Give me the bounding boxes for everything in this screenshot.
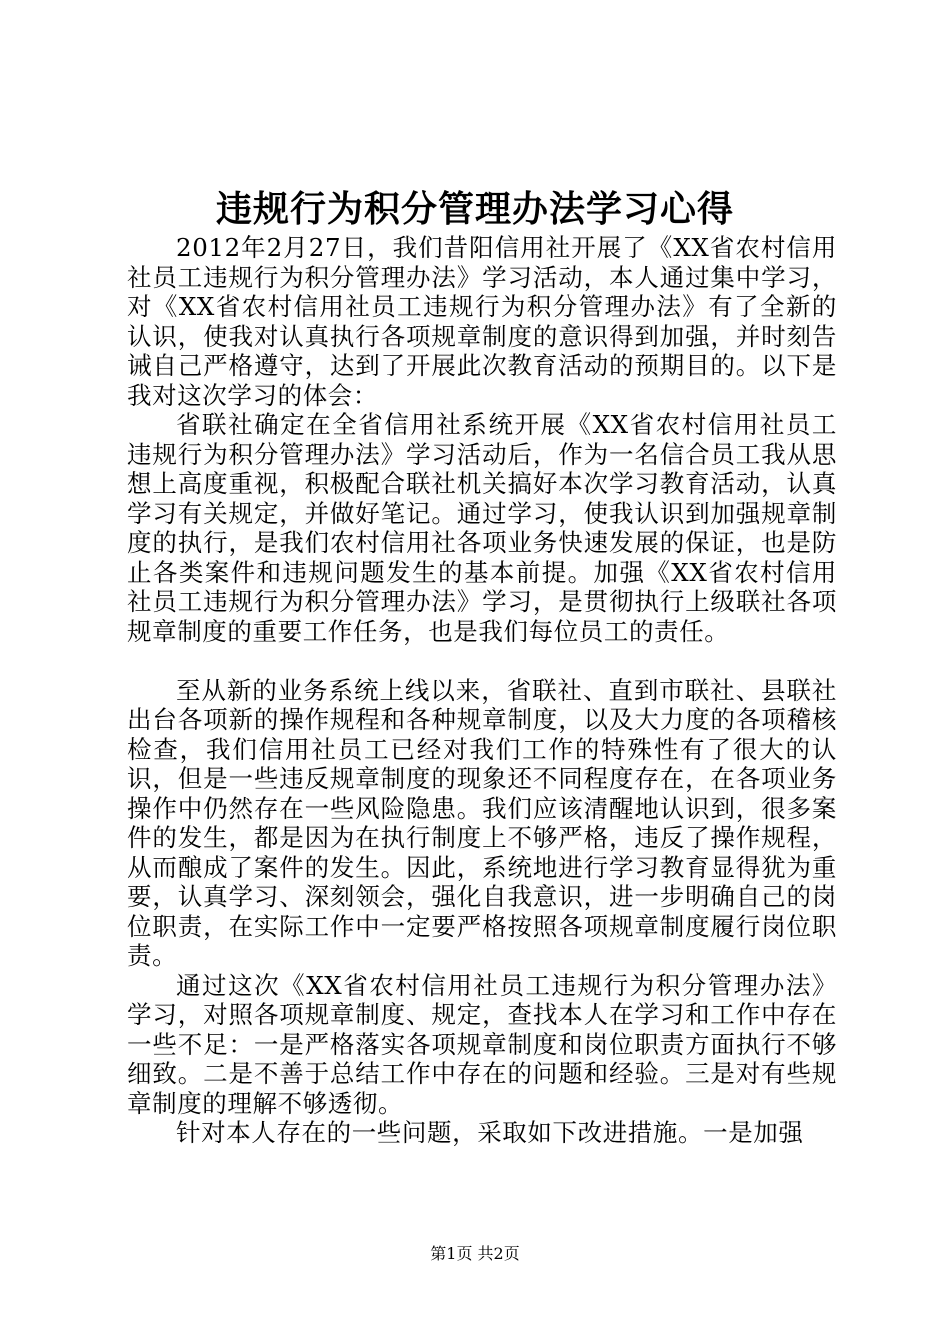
paragraph-3: 至从新的业务系统上线以来，省联社、直到市联社、县联社出台各项新的操作规程和各种规章制度，以及大力度的各项稽核检查，我们信用社员工已经对我们工作的特殊性有了很大的认识，但是一些违反规章制度的现象还不同程度存在，在各项业务操作中仍然存在一些风险隐患。我们应该清醒地认识到，很多案件的发生，都是因为在执行制度上不够严格，违反了操作规程，从而酿成了案件的发生。因此，系统地进行学习教育显得犹为重要，认真学习、深刻领会，强化自我意识，进一步明确自己的岗位职责，在实际工作中一定要严格按照各项规章制度履行岗位职责。 bbox=[127, 675, 837, 970]
document-title: 违规行为积分管理办法学习心得 bbox=[215, 188, 734, 230]
page-footer: 第1页 共2页 bbox=[430, 1244, 520, 1263]
paragraph-2: 省联社确定在全省信用社系统开展《XX省农村信用社员工违规行为积分管理办法》学习活动后，作为一名信合员工我从思想上高度重视，积极配合联社机关搞好本次学习教育活动，认真学习有关规定，并做好笔记。通过学习，使我认识到加强规章制度的执行，是我们农村信用社各项业务快速发展的保证，也是防止各类案件和违规问题发生的基本前提。加强《XX省农村信用社员工违规行为积分管理办法》学习，是贯彻执行上级联社各项规章制度的重要工作任务，也是我们每位员工的责任。 bbox=[127, 410, 837, 646]
document-body bbox=[127, 233, 837, 1148]
paragraph-spacer bbox=[127, 646, 837, 676]
paragraph-5: 针对本人存在的一些问题，采取如下改进措施。一是加强 bbox=[176, 1118, 804, 1147]
paragraph-1: 2012年2月27日，我们昔阳信用社开展了《XX省农村信用社员工违规行为积分管理办法》学习活动，本人通过集中学习，对《XX省农村信用社员工违规行为积分管理办法》有了全新的认识，使我对认真执行各项规章制度的意识得到加强，并时刻告诫自己严格遵守，达到了开展此次教育活动的预期目的。以下是我对这次学习的体会： bbox=[127, 233, 837, 410]
paragraph-4: 通过这次《XX省农村信用社员工违规行为积分管理办法》学习，对照各项规章制度、规定，查找本人在学习和工作中存在一些不足：一是严格落实各项规章制度和岗位职责方面执行不够细致。二是不善于总结工作中存在的问题和经验。三是对有些规章制度的理解不够透彻。 bbox=[127, 970, 837, 1118]
